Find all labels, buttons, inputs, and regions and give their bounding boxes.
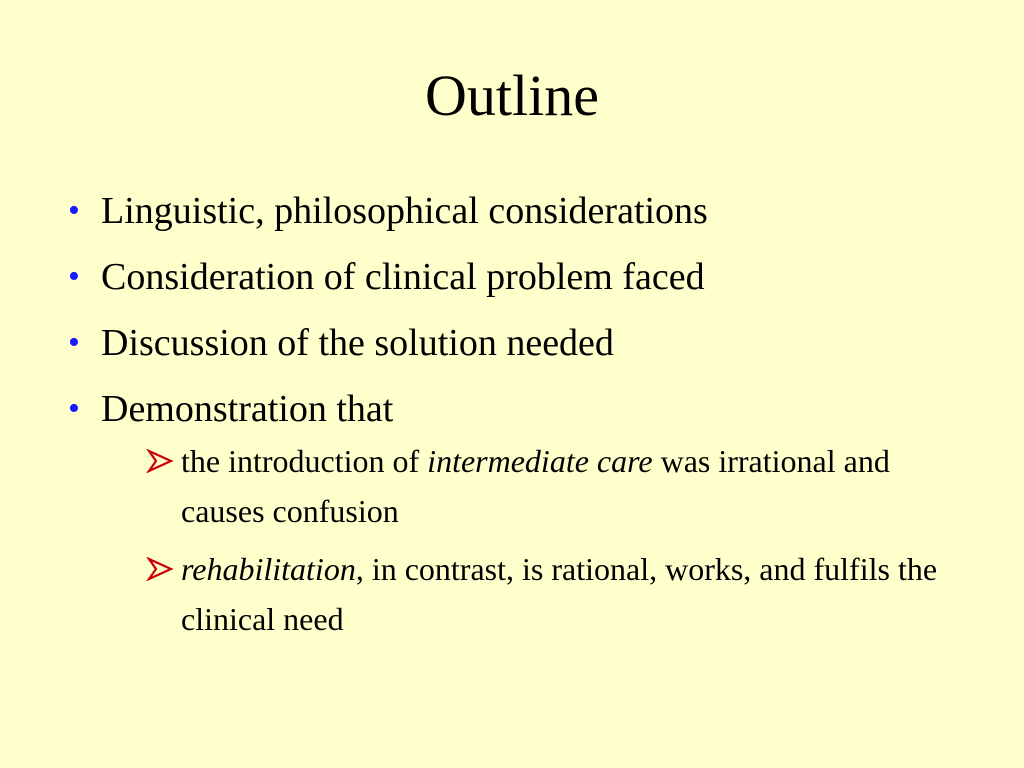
- sub-bullet-item: [101, 436, 941, 536]
- bullet-item: [66, 384, 966, 644]
- sub-bullet-text-italic: intermediate care: [427, 443, 653, 479]
- bullet-item: [66, 318, 966, 368]
- bullet-text: Consideration of clinical problem faced: [101, 256, 705, 298]
- bullet-item: [66, 252, 966, 302]
- bullet-list: [66, 186, 966, 660]
- bullet-item: [66, 186, 966, 236]
- sub-bullet-text-post: , in contrast, is rational, works, and fulfils the clinical need: [181, 551, 938, 637]
- slide-title: Outline: [425, 63, 599, 128]
- bullet-text: Linguistic, philosophical considerations: [101, 190, 708, 232]
- sub-bullet-list: [101, 436, 966, 644]
- bullet-dot-icon: •: [68, 390, 80, 427]
- arrow-bullet-icon: [146, 449, 174, 473]
- bullet-dot-icon: •: [68, 192, 80, 229]
- sub-bullet-text-pre: the introduction of: [181, 443, 428, 479]
- sub-bullet-item: [101, 544, 941, 644]
- bullet-dot-icon: •: [68, 324, 80, 361]
- bullet-text: Demonstration that: [101, 388, 394, 430]
- arrow-bullet-icon: [146, 557, 174, 581]
- bullet-dot-icon: •: [68, 258, 80, 295]
- bullet-text: Discussion of the solution needed: [101, 322, 614, 364]
- sub-bullet-text-post: was irrational and causes confusion: [181, 443, 890, 529]
- sub-bullet-text-italic: rehabilitation: [181, 551, 356, 587]
